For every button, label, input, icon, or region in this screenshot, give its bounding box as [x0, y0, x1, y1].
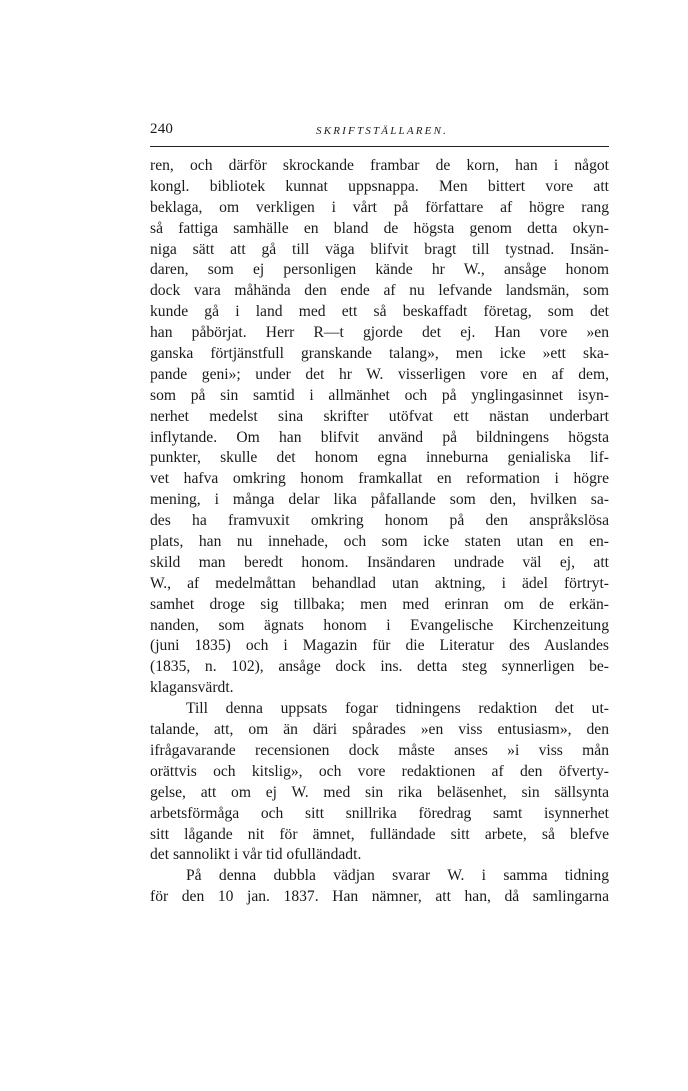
text-line: samhet droge sig tillbaka; men med erinran om de erkän- [150, 595, 609, 613]
text-line: han påbörjat. Herr R—t gjorde det ej. Han vore »en [150, 324, 609, 342]
text-line: (juni 1835) och i Magazin für die Literatur des Auslandes [150, 637, 609, 655]
page-number: 240 [150, 121, 174, 137]
text-line: På denna dubbla vädjan svarar W. i samma tidning [186, 867, 609, 885]
text-line: daren, som ej personligen kände hr W., ansåge honom [150, 261, 609, 279]
text-line: inflytande. Om han blifvit använd på bildningens högsta [150, 428, 609, 446]
body-text [150, 156, 609, 908]
text-line: vet hafva omkring honom framkallat en reformation i högre [150, 470, 609, 488]
text-line: som på sin samtid i allmänhet och på ynglingasinnet isyn- [150, 386, 609, 404]
text-line: punkter, skulle det honom egna inneburna genialiska lif- [150, 449, 609, 467]
text-line: gelse, att om ej W. med sin rika beläsenhet, sin sällsynta [150, 783, 609, 801]
text-line: orättvis och kitslig», och vore redaktionen af den öfverty- [150, 762, 609, 780]
text-line: ifrågavarande recensionen dock måste anses »i viss mån [150, 741, 609, 759]
text-line: sitt lågande nit för ämnet, fulländade sitt arbete, så blefve [150, 825, 609, 843]
text-line: nanden, som ägnats honom i Evangelische Kirchenzeitung [150, 616, 609, 634]
running-head: SKRIFTSTÄLLAREN. [316, 125, 449, 137]
text-line: plats, han nu innehade, och som icke staten utan en en- [150, 533, 609, 551]
text-line: klagansvärdt. [150, 679, 234, 697]
text-line: niga sätt att gå till väga blifvit bragt till tystnad. Insän- [150, 240, 609, 258]
text-line: dock vara måhända den ende af nu lefvande landsmän, som [150, 282, 609, 300]
text-line: pande geni»; under det hr W. visserligen vore en af dem, [150, 365, 609, 383]
text-line: des ha framvuxit omkring honom på den anspråkslösa [150, 512, 609, 530]
text-line: så fattiga samhälle en bland de högsta genom detta okyn- [150, 219, 609, 237]
text-line: mening, i många delar lika påfallande som den, hvilken sa- [150, 491, 609, 509]
text-line: det sannolikt i vår tid ofulländadt. [150, 846, 362, 864]
text-line: W., af medelmåttan behandlad utan aktning, i ädel förtryt- [150, 574, 609, 592]
page-header [150, 121, 609, 143]
text-line: arbetsförmåga och sitt snillrika föredrag samt isynnerhet [150, 804, 609, 822]
text-line: Till denna uppsats fogar tidningens redaktion det ut- [186, 700, 609, 718]
text-line: skild man beredt honom. Insändaren undrade väl ej, att [150, 553, 609, 571]
header-rule [150, 146, 609, 147]
text-line: för den 10 jan. 1837. Han nämner, att han, då samlingarna [150, 888, 609, 906]
text-line: beklaga, om verkligen i vårt på författare af högre rang [150, 198, 609, 216]
text-line: nerhet medelst sina skrifter utöfvat ett nästan underbart [150, 407, 609, 425]
text-line: kunde gå i land med ett så beskaffadt företag, som det [150, 303, 609, 321]
text-line: kongl. bibliotek kunnat uppsnappa. Men bittert vore att [150, 177, 609, 195]
text-line: talande, att, om än däri spårades »en viss entusiasm», den [150, 721, 609, 739]
text-line: ren, och därför skrockande frambar de korn, han i något [150, 157, 609, 174]
text-line: ganska förtjänstfull granskande talang», men icke »ett ska- [150, 345, 609, 363]
text-line: (1835, n. 102), ansåge dock ins. detta steg synnerligen be- [150, 658, 609, 676]
